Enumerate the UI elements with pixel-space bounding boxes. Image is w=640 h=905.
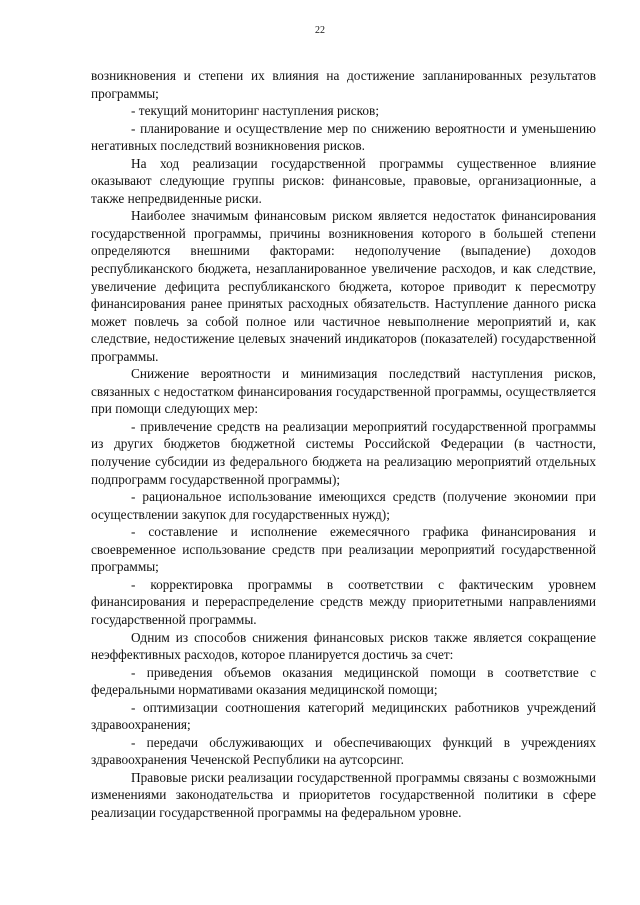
paragraph: На ход реализации государственной программы существенное влияние оказывают следующие группы рисков: финансовые, правовые, организационные, а также непредвиденные риски. [91, 155, 596, 206]
page-number: 22 [315, 25, 325, 36]
list-item: - оптимизации соотношения категорий медицинских работников учреждений здравоохранения; [91, 699, 596, 733]
paragraph-continuation: возникновения и степени их влияния на достижение запланированных результатов программы; [91, 68, 596, 101]
list-item: - корректировка программы в соответствии с фактическим уровнем финансирования и перераспределение средств между приоритетными направлениями государственной программы. [91, 576, 596, 627]
paragraph: Одним из способов снижения финансовых рисков также является сокращение неэффективных расходов, которое планируется достичь за счет: [91, 629, 596, 663]
list-item: - текущий мониторинг наступления рисков; [131, 103, 380, 119]
list-item: - привлечение средств на реализации мероприятий государственной программы из других бюджетов бюджетной системы Российской Федерации (в частности, получение субсидии из федерального бюджета на реализацию мероприятий отдельных подпрограмм государственной программы); [91, 418, 596, 487]
list-item: - приведения объемов оказания медицинской помощи в соответствие с федеральными нормативами оказания медицинской помощи; [91, 664, 596, 698]
list-item: - составление и исполнение ежемесячного графика финансирования и своевременное использование средств при реализации мероприятий государственной программы; [91, 524, 596, 575]
list-item: - планирование и осуществление мер по снижению вероятности и уменьшению негативных последствий возникновения рисков. [91, 120, 596, 154]
page-body [91, 67, 596, 822]
list-item: - рациональное использование имеющихся средств (получение экономии при осуществлении закупок для государственных нужд); [91, 489, 596, 522]
paragraph: Правовые риски реализации государственной программы связаны с возможными изменениями законодательства и приоритетов государственной политики в сфере реализации государственной программы на федеральном уровне. [91, 769, 596, 820]
paragraph: Снижение вероятности и минимизация последствий наступления рисков, связанных с недостатком финансирования государственной программы, осуществляется при помощи следующих мер: [91, 366, 596, 417]
list-item: - передачи обслуживающих и обеспечивающих функций в учреждениях здравоохранения Чеченской Республики на аутсорсинг. [91, 734, 596, 768]
paragraph: Наиболее значимым финансовым риском является недостаток финансирования государственной программы, причины возникновения которого в большей степени определяются внешними факторами: недополучение (выпадение) доходов республиканского бюджета, незапланированное увеличение расходов, и как следствие, увеличение дефицита республиканского бюджета, которое приводит к пересмотру финансирования ранее принятых расходных обязательств. Наступление данного риска может повлечь за собой полное или частичное невыполнение мероприятий и, как следствие, недостижение целевых значений индикаторов (показателей) государственной программы. [91, 208, 596, 364]
